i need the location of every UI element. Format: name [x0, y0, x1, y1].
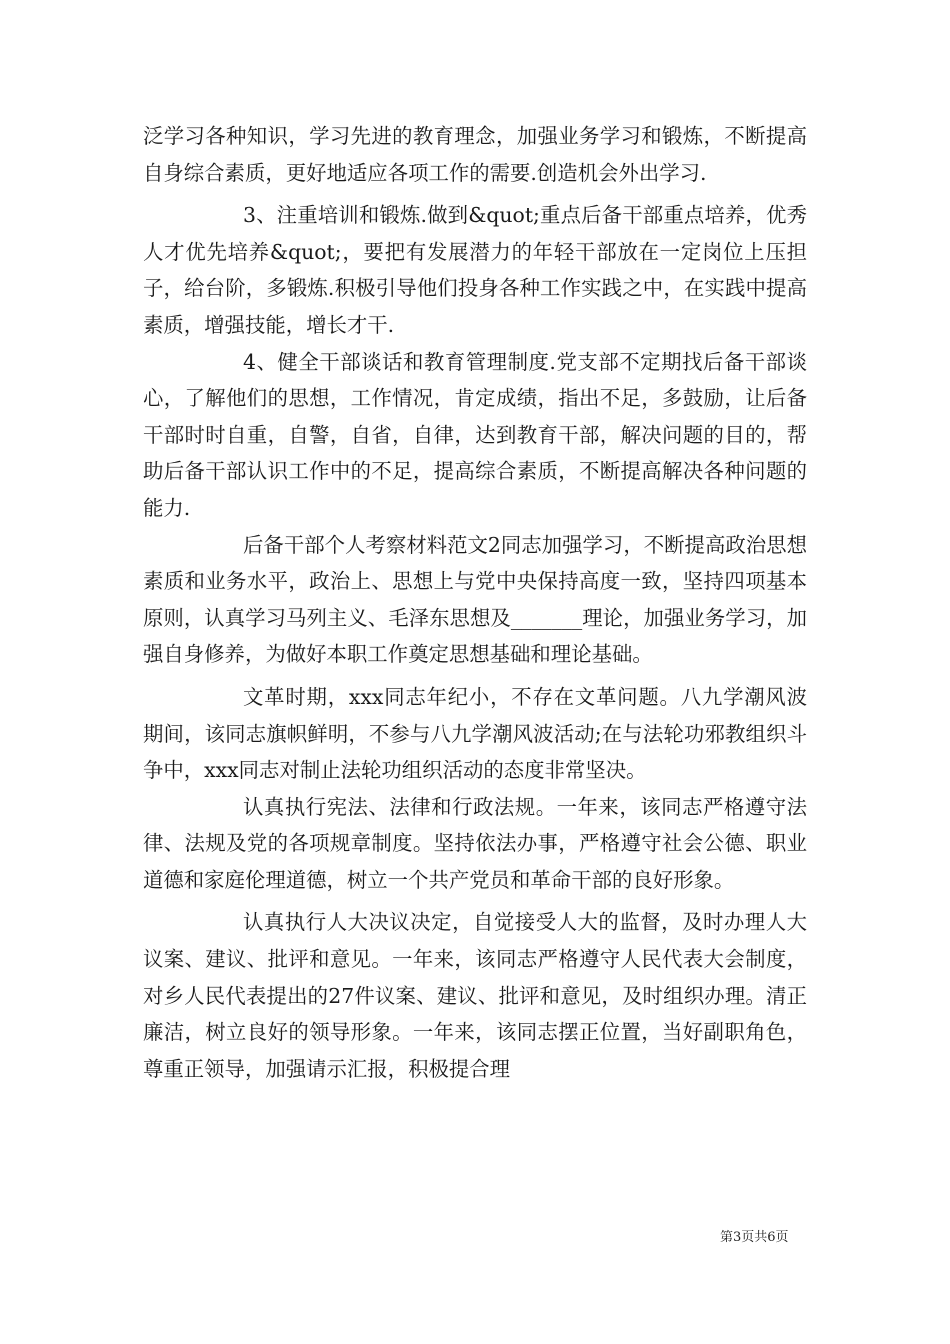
paragraph-cultural-revolution: 文革时期，xxx同志年纪小，不存在文革问题。八九学潮风波期间，该同志旗帜鲜明，不参与八九学潮风波活动;在与法轮功邪教组织斗争中，xxx同志对制止法轮功组织活动的态度非常坚决。 — [143, 684, 807, 783]
paragraph-talk-system: 4、健全干部谈话和教育管理制度.党支部不定期找后备干部谈心，了解他们的思想，工作情况，肯定成绩，指出不足，多鼓励，让后备干部时时自重，自警，自省，自律，达到教育干部，解决问题的目的，帮助后备干部认识工作中的不足，提高综合素质，不断提高解决各种问题的能力. — [143, 349, 807, 520]
paragraph-law: 认真执行宪法、法律和行政法规。一年来，该同志严格遵守法律、法规及党的各项规章制度。坚持依法办事，严格遵守社会公德、职业道德和家庭伦理道德，树立一个共产党员和革命干部的良好形象。 — [143, 794, 807, 892]
document-body — [143, 118, 807, 1087]
paragraph-training: 3、注重培训和锻炼.做到&quot;重点后备干部重点培养，优秀人才优先培养&quot;，要把有发展潜力的年轻干部放在一定岗位上压担子，给台阶，多锻炼.积极引导他们投身各种工作实践之中，在实践中提高素质，增强技能，增长才干. — [143, 203, 807, 337]
paragraph-continuation: 泛学习各种知识，学习先进的教育理念，加强业务学习和锻炼，不断提高自身综合素质，更好地适应各项工作的需要.创造机会外出学习. — [143, 124, 807, 185]
page-number-footer: 第3页共6页 — [720, 1230, 789, 1245]
paragraph-sample-2: 后备干部个人考察材料范文2同志加强学习，不断提高政治思想素质和业务水平，政治上、思想上与党中央保持高度一致，坚持四项基本原则，认真学习马列主义、毛泽东思想及_______理论，加强业务学习，加强自身修养，为做好本职工作奠定思想基础和理论基础。 — [143, 532, 807, 667]
paragraph-npc: 认真执行人大决议决定，自觉接受人大的监督，及时办理人大议案、建议、批评和意见。一年来，该同志严格遵守人民代表大会制度，对乡人民代表提出的27件议案、建议、批评和意见，及时组织办理。清正廉洁，树立良好的领导形象。一年来，该同志摆正位置，当好副职角色，尊重正领导，加强请示汇报，积极提合理 — [143, 910, 807, 1081]
